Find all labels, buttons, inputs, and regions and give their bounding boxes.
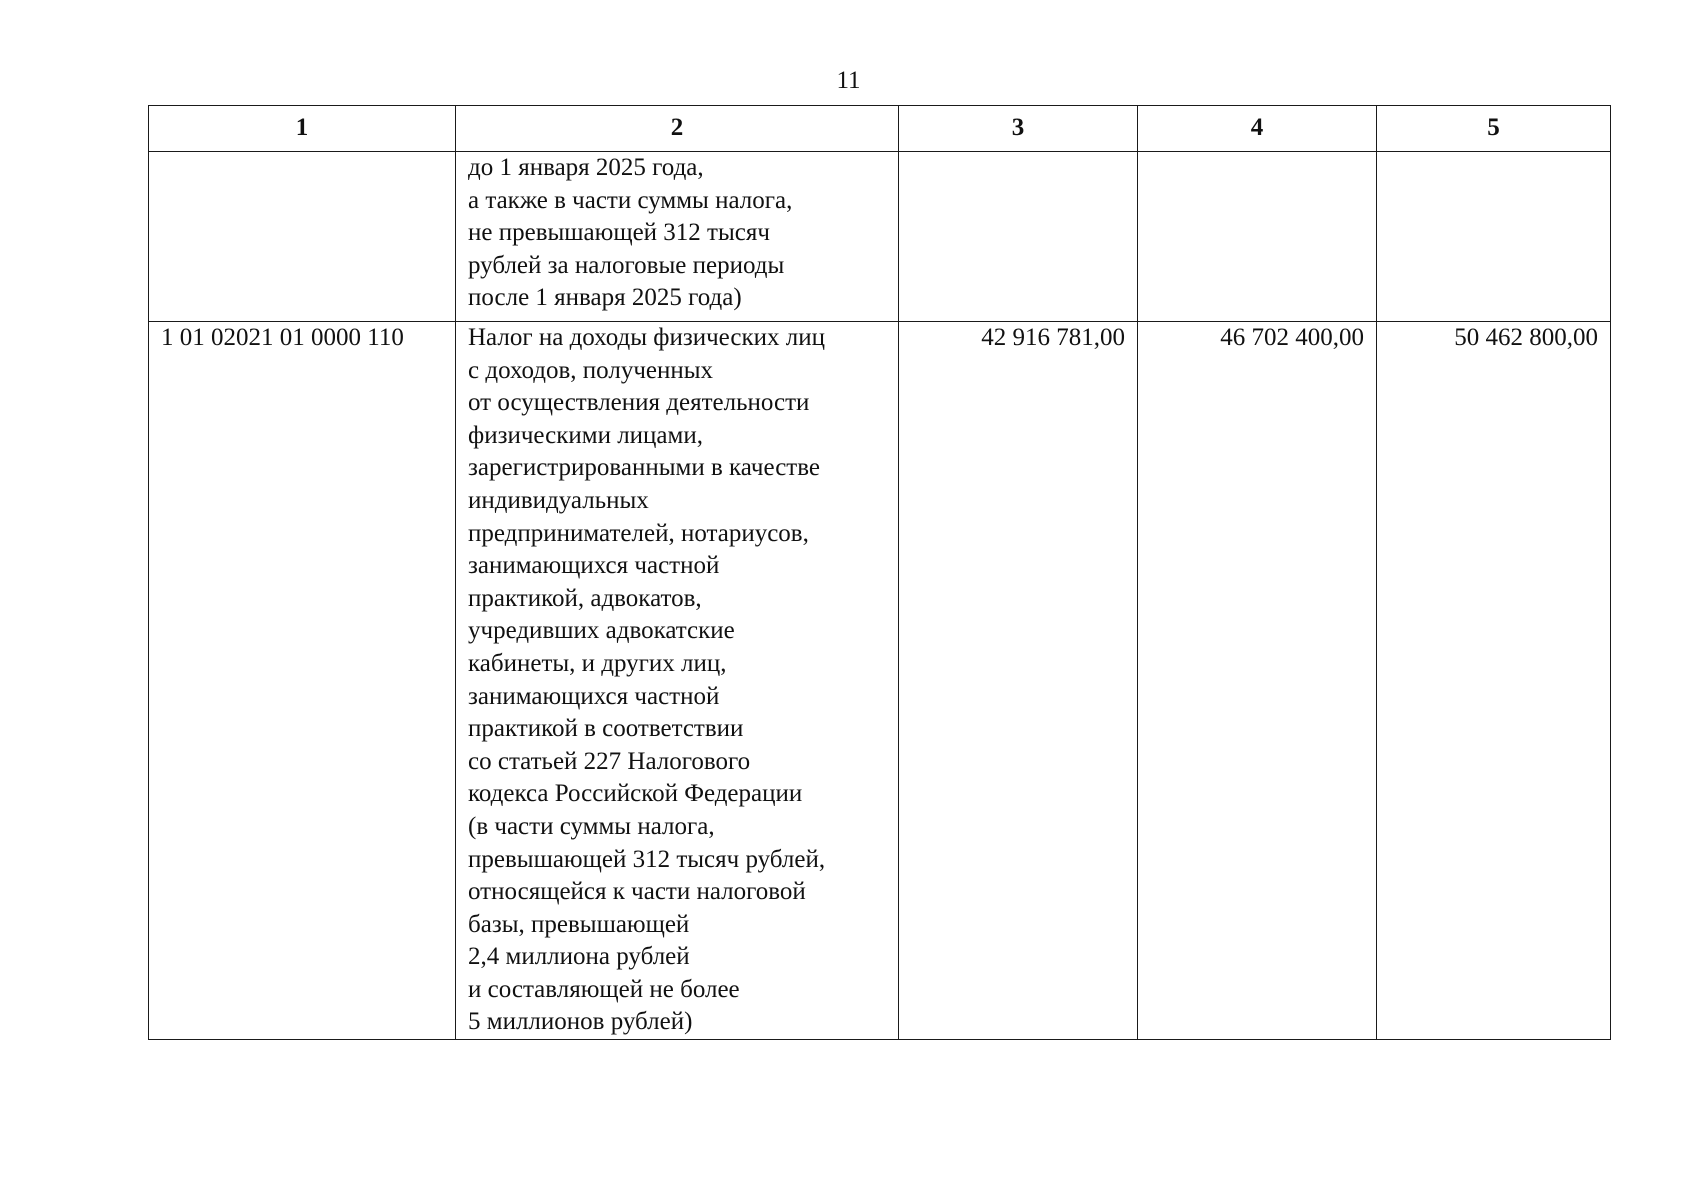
amount-cell: 42 916 781,00 (899, 322, 1138, 1040)
column-header: 4 (1138, 106, 1377, 152)
column-header: 3 (899, 106, 1138, 152)
classification-code-cell: 1 01 02021 01 0000 110 (149, 322, 456, 1040)
amount-cell: 46 702 400,00 (1138, 322, 1377, 1040)
description-cell: Налог на доходы физических лиц с доходов, полученных от осуществления деятельности физическими лицами, зарегистрированными в качестве индивидуальных предпринимателей, нотариусов, занимающихся частной практикой, адвокатов, учредивших адвокатские кабинеты, и других лиц, занимающихся частной практикой в соответствии со статьей 227 Налогового кодекса Российской Федерации (в части суммы налога, превышающей 312 тысяч рублей, относящейся к части налоговой базы, превышающей 2,4 миллиона рублей и составляющей не более 5 миллионов рублей) (456, 322, 899, 1040)
revenue-table (148, 105, 1611, 1040)
amount-cell: 50 462 800,00 (1377, 322, 1611, 1040)
column-header: 1 (149, 106, 456, 152)
page-number: 11 (836, 67, 861, 94)
table-row (149, 152, 1611, 322)
column-header: 2 (456, 106, 899, 152)
classification-code-cell (149, 152, 456, 322)
column-header: 5 (1377, 106, 1611, 152)
amount-cell (1377, 152, 1611, 322)
table-header-row (149, 106, 1611, 152)
amount-cell (899, 152, 1138, 322)
description-cell: до 1 января 2025 года, а также в части суммы налога, не превышающей 312 тысяч рублей за налоговые периоды после 1 января 2025 года) (456, 152, 899, 322)
table-row (149, 322, 1611, 1040)
amount-cell (1138, 152, 1377, 322)
